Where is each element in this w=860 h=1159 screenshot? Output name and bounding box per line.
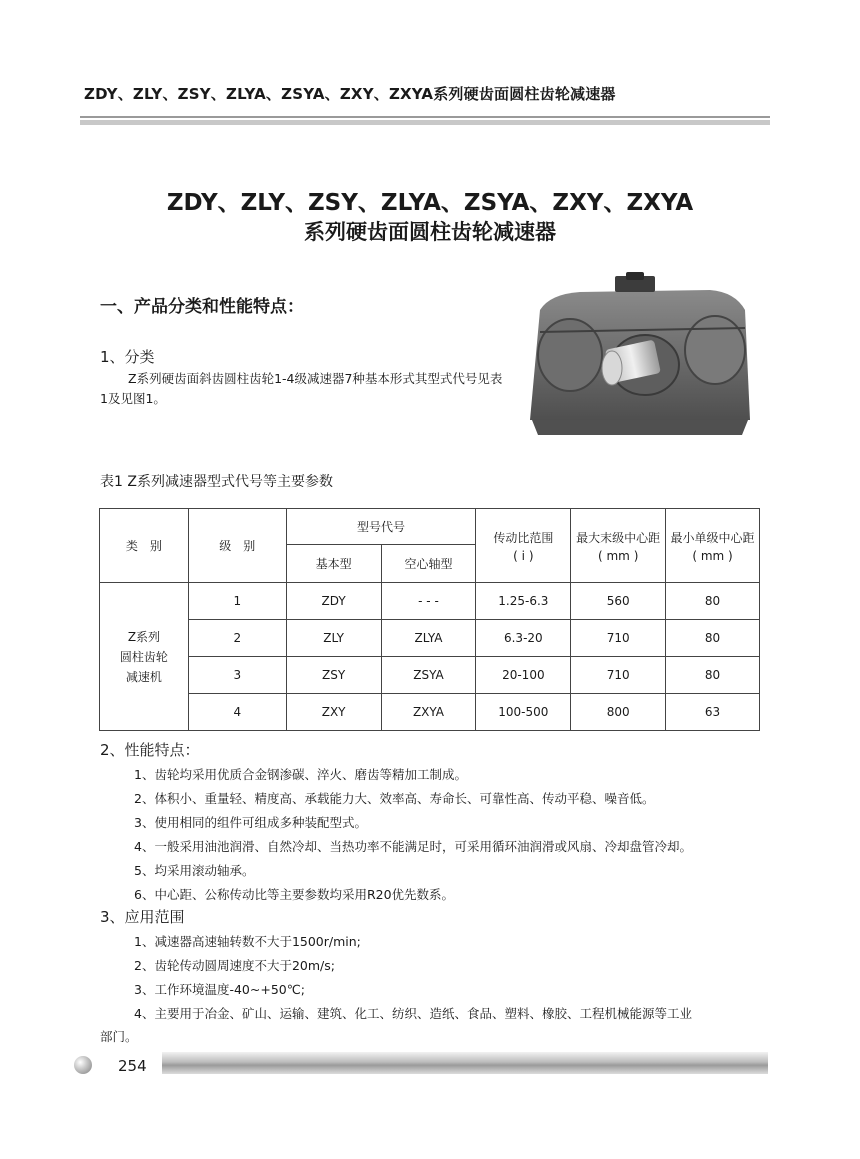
header-category: 类 别	[100, 509, 189, 583]
page-title-line1: ZDY、ZLY、ZSY、ZLYA、ZSYA、ZXY、ZXYA	[166, 190, 694, 216]
cell-level: 2	[188, 620, 286, 657]
category-cell	[100, 583, 189, 731]
classification-paragraph: Z系列硬齿面斜齿圆柱齿轮1-4级减速器7种基本形式其型式代号见表1及见图1。	[100, 371, 503, 406]
header-hollow: 空心轴型	[381, 545, 476, 583]
parameter-table	[99, 508, 760, 731]
header-max-center-line2: ( mm )	[598, 548, 639, 563]
footer-bar	[162, 1052, 768, 1074]
cell-basic: ZSY	[286, 657, 381, 694]
table-row	[100, 657, 760, 694]
subsection-title-features: 2、性能特点：	[100, 741, 200, 759]
page-marker-icon	[74, 1056, 92, 1074]
cell-level: 3	[188, 657, 286, 694]
header-max-center-line1: 最大末级中心距	[576, 530, 661, 545]
application-item: 2、齿轮传动圆周速度不大于20m/s;	[134, 958, 335, 973]
header-ratio	[476, 509, 571, 583]
application-item: 1、减速器高速轴转数不大于1500r/min;	[134, 934, 361, 949]
cell-ratio: 6.3-20	[476, 620, 571, 657]
cell-min-center: 80	[666, 657, 760, 694]
cell-min-center: 80	[666, 620, 760, 657]
cell-max-center: 560	[571, 583, 666, 620]
category-line: Z系列	[127, 629, 161, 644]
cell-max-center: 710	[571, 620, 666, 657]
feature-item: 5、均采用滚动轴承。	[134, 863, 255, 878]
feature-item: 1、齿轮均采用优质合金钢渗碳、淬火、磨齿等精加工制成。	[134, 767, 467, 782]
cell-hollow: ZSYA	[381, 657, 476, 694]
cell-min-center: 63	[666, 694, 760, 731]
cell-max-center: 800	[571, 694, 666, 731]
application-item: 3、工作环境温度-40~+50℃;	[134, 982, 305, 997]
header-min-center	[666, 509, 760, 583]
category-line: 圆柱齿轮	[119, 649, 168, 664]
subsection-title-classification: 1、分类	[100, 348, 155, 366]
table-row	[100, 694, 760, 731]
cell-ratio: 1.25-6.3	[476, 583, 571, 620]
table-caption: 表1 Z系列减速器型式代号等主要参数	[100, 474, 333, 490]
header-min-center-line2: ( mm )	[692, 548, 733, 563]
header-max-center	[571, 509, 666, 583]
cell-basic: ZLY	[286, 620, 381, 657]
category-line: 减速机	[125, 669, 162, 684]
application-item: 4、主要用于冶金、矿山、运输、建筑、化工、纺织、造纸、食品、塑料、橡胶、工程机械能源等工业	[134, 1006, 692, 1021]
feature-item: 3、使用相同的组件可组成多种装配型式。	[134, 815, 367, 830]
cell-hollow: ZXYA	[381, 694, 476, 731]
application-item-continuation: 部门。	[100, 1029, 138, 1044]
cell-hollow: - - -	[381, 583, 476, 620]
running-header: ZDY、ZLY、ZSY、ZLYA、ZSYA、ZXY、ZXYA系列硬齿面圆柱齿轮减速器	[84, 85, 616, 103]
feature-item: 2、体积小、重量轻、精度高、承载能力大、效率高、寿命长、可靠性高、传动平稳、噪音低。	[134, 791, 655, 806]
cell-hollow: ZLYA	[381, 620, 476, 657]
header-ratio-line2: ( i )	[513, 548, 534, 563]
cell-ratio: 20-100	[476, 657, 571, 694]
header-basic: 基本型	[286, 545, 381, 583]
section-heading: 一、产品分类和性能特点：	[100, 297, 304, 317]
feature-item: 4、一般采用油池润滑、自然冷却、当热功率不能满足时，可采用循环油润滑或风扇、冷却盘管冷却。	[134, 839, 692, 854]
header-ratio-line1: 传动比范围	[493, 530, 554, 545]
table-row	[100, 620, 760, 657]
header-model-code: 型号代号	[286, 509, 476, 545]
feature-item: 6、中心距、公称传动比等主要参数均采用R20优先数系。	[134, 887, 455, 902]
cell-basic: ZXY	[286, 694, 381, 731]
page-number: 254	[118, 1057, 147, 1075]
cell-max-center: 710	[571, 657, 666, 694]
table-row	[100, 583, 760, 620]
cell-level: 4	[188, 694, 286, 731]
cell-level: 1	[188, 583, 286, 620]
page-title-line2: 系列硬齿面圆柱齿轮减速器	[304, 220, 556, 244]
subsection-title-applications: 3、应用范围	[100, 908, 185, 926]
header-level: 级 别	[188, 509, 286, 583]
header-rule	[80, 116, 770, 125]
gear-reducer-photo	[520, 270, 760, 445]
header-min-center-line1: 最小单级中心距	[670, 530, 755, 545]
cell-ratio: 100-500	[476, 694, 571, 731]
cell-min-center: 80	[666, 583, 760, 620]
cell-basic: ZDY	[286, 583, 381, 620]
